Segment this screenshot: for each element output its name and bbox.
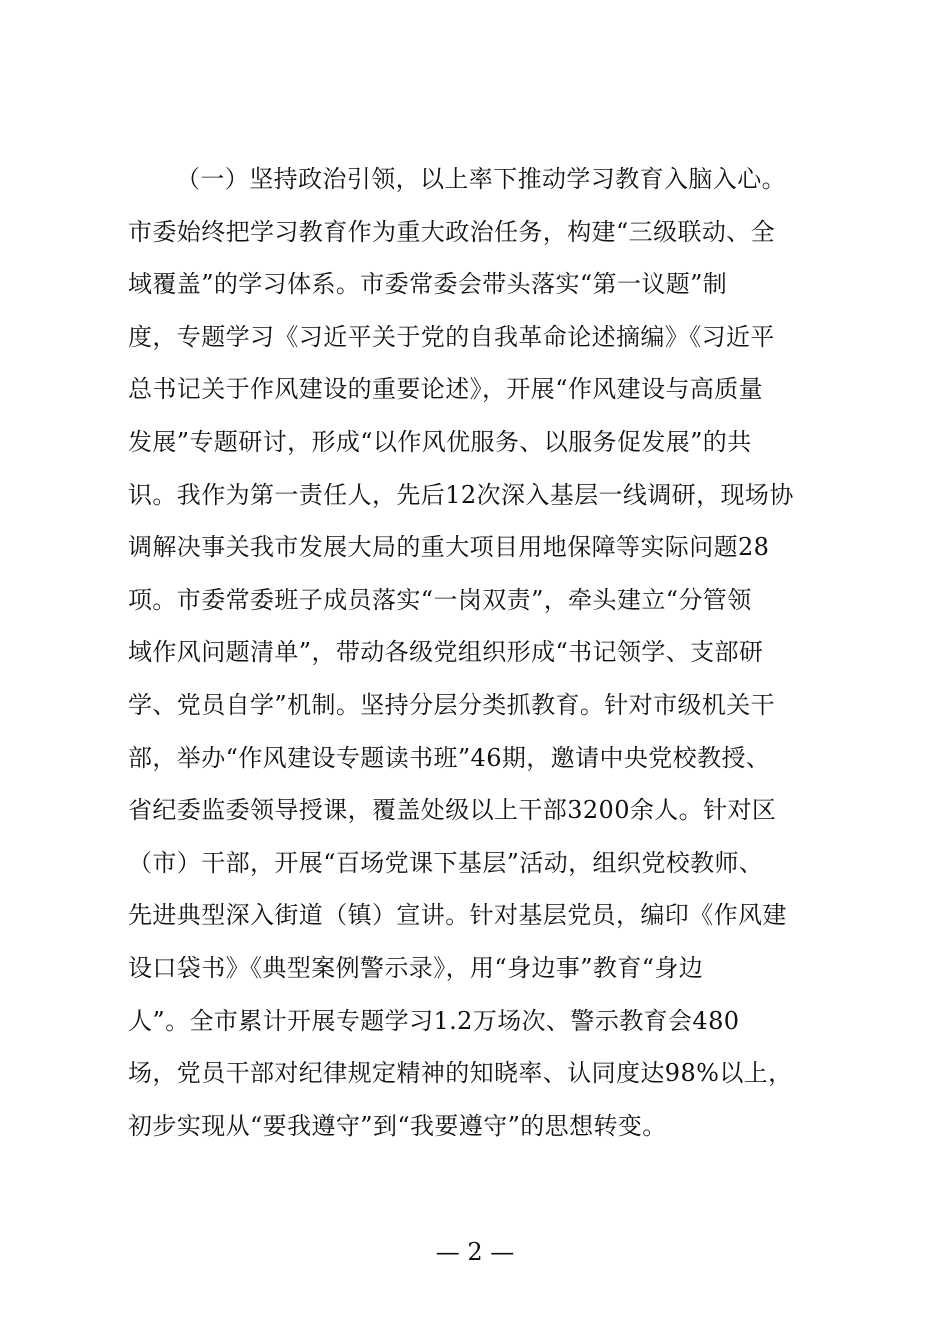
paragraph-line: 总书记关于作风建设的重要论述》，开展“作风建设与高质量 [128,375,764,404]
paragraph-line: 设口袋书》《典型案例警示录》，用“身边事”教育“身边 [128,953,704,982]
paragraph-line: 学、党员自学”机制。坚持分层分类抓教育。针对市级机关干 [128,690,776,719]
page-number: — 2 — [435,1238,515,1266]
body-text [128,153,828,1152]
paragraph-line: 域覆盖”的学习体系。市委常委会带头落实“第一议题”制 [128,270,728,299]
paragraph-line: 省纪委监委领导授课，覆盖处级以上干部3200余人。针对区 [128,796,777,825]
paragraph-line: （市）干部，开展“百场党课下基层”活动，组织党校教师、 [128,848,764,877]
paragraph-line: 市委始终把学习教育作为重大政治任务，构建“三级联动、全 [128,217,776,246]
paragraph-line: 人”。全市累计开展专题学习1.2万场次、警示教育会480 [128,1006,740,1035]
paragraph-line: 部，举办“作风建设专题读书班”46期，邀请中央党校教授、 [128,743,771,772]
section-heading-line: （一）坚持政治引领，以上率下推动学习教育入脑入心。 [176,165,786,193]
paragraph-line: 识。我作为第一责任人，先后12次深入基层一线调研，现场协 [128,480,794,509]
paragraph-line: 度，专题学习《习近平关于党的自我革命论述摘编》《习近平 [128,322,775,351]
paragraph-line: 项。市委常委班子成员落实“一岗双责”，牵头建立“分管领 [128,585,752,614]
paragraph-line: 初步实现从“要我遵守”到“我要遵守”的思想转变。 [128,1111,667,1140]
paragraph-line: 发展”专题研讨，形成“以作风优服务、以服务促发展”的共 [128,427,752,456]
paragraph-line: 域作风问题清单”，带动各级党组织形成“书记领学、支部研 [128,638,764,667]
paragraph-line: 场，党员干部对纪律规定精神的知晓率、认同度达98%以上， [128,1059,793,1088]
paragraph-line: 先进典型深入街道（镇）宣讲。针对基层党员，编印《作风建 [128,901,787,930]
paragraph-line: 调解决事关我市发展大局的重大项目用地保障等实际问题28 [128,533,770,562]
